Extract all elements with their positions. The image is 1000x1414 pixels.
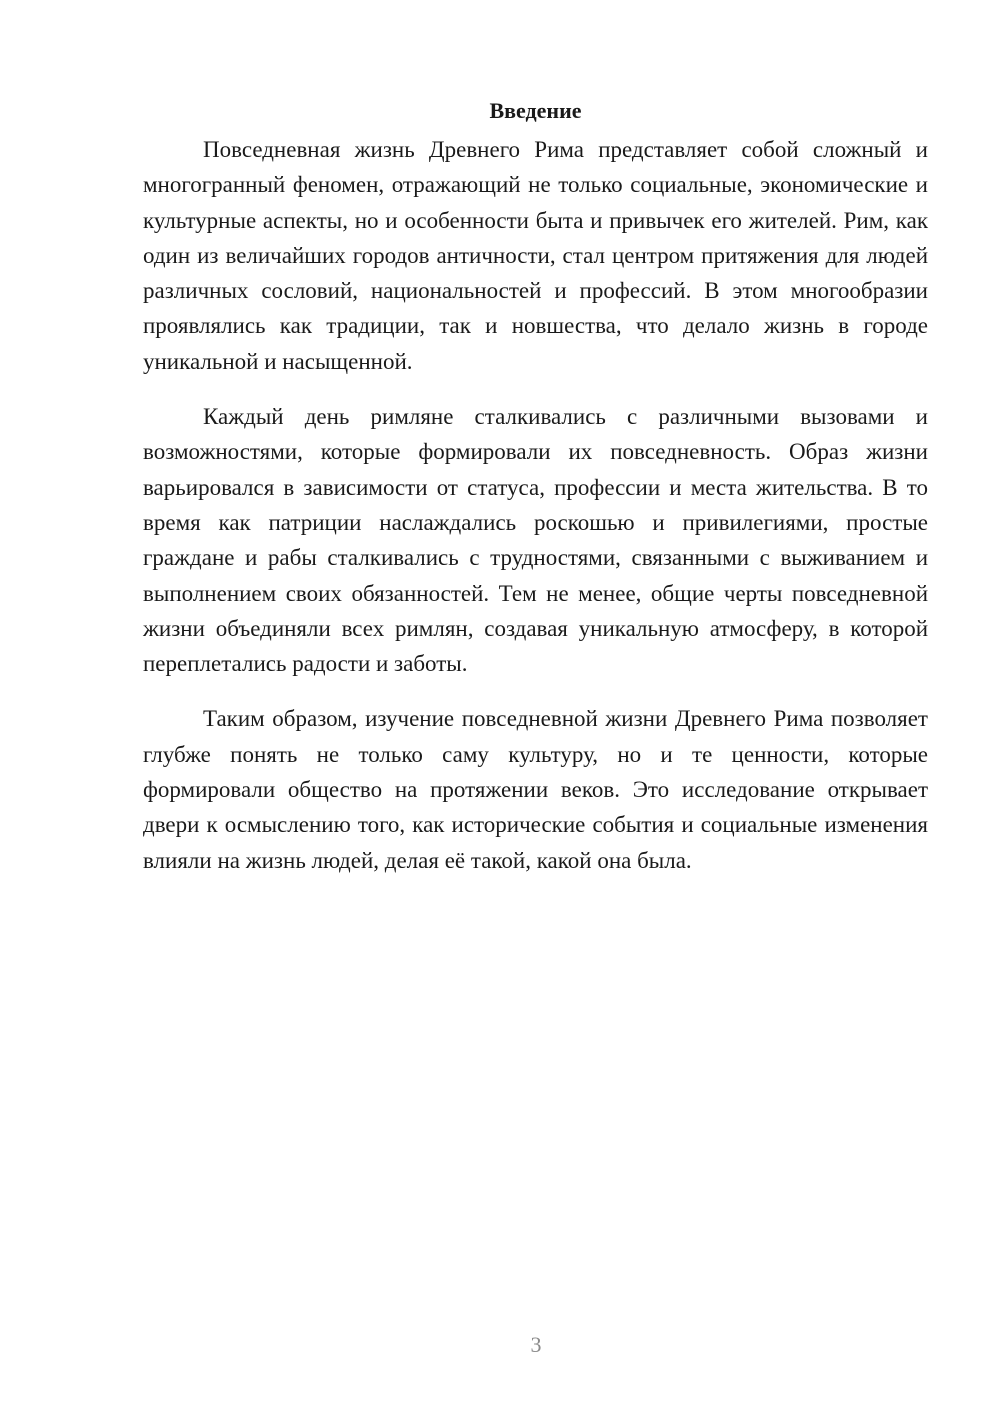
paragraph-3: Таким образом, изучение повседневной жизни Древнего Рима позволяет глубже понять не только саму культуру, но и те ценности, которые формировали общество на протяжении веков. Это исследование открывает двери к осмыслению того, как исторические события и социальные изменения влияли на жизнь людей, делая её такой, какой она была. bbox=[143, 706, 928, 873]
section-title: Введение bbox=[489, 98, 582, 123]
page-number: 3 bbox=[530, 1332, 542, 1357]
page-content bbox=[143, 96, 928, 898]
paragraph-1: Повседневная жизнь Древнего Рима представляет собой сложный и многогранный феномен, отражающий не только социальные, экономические и культурные аспекты, но и особенности быта и привычек его жителей. Рим, как один из величайших городов античности, стал центром притяжения для людей различных сословий, национальностей и профессий. В этом многообразии проявлялись как традиции, так и новшества, что делало жизнь в городе уникальной и насыщенной. bbox=[143, 137, 928, 374]
paragraph-2: Каждый день римляне сталкивались с различными вызовами и возможностями, которые формировали их повседневность. Образ жизни варьировался в зависимости от статуса, профессии и места жительства. В то время как патриции наслаждались роскошью и привилегиями, простые граждане и рабы сталкивались с трудностями, связанными с выживанием и выполнением своих обязанностей. Тем не менее, общие черты повседневной жизни объединяли всех римлян, создавая уникальную атмосферу, в которой переплетались радости и заботы. bbox=[143, 404, 928, 677]
